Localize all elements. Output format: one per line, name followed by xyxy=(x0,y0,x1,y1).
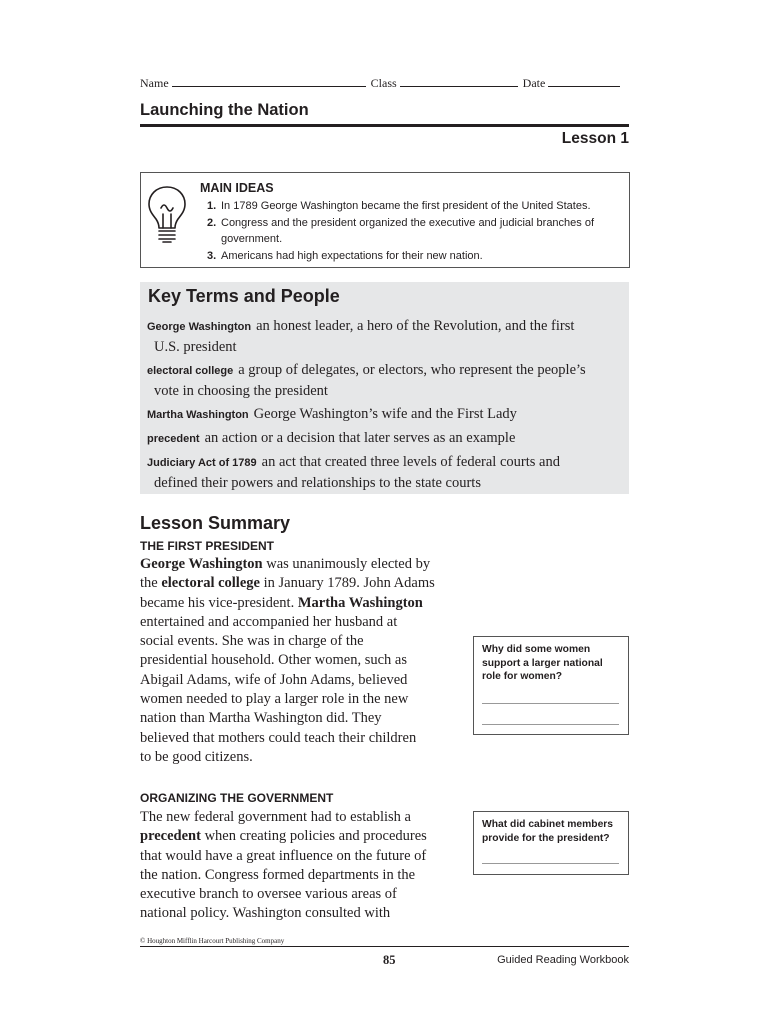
idea-number: 2. xyxy=(207,217,217,229)
paragraph-line xyxy=(140,594,460,613)
term-name: precedent xyxy=(147,433,200,445)
bold-term: Martha Washington xyxy=(297,594,423,611)
copyright: © Houghton Mifflin Harcourt Publishing Company xyxy=(140,937,285,945)
key-term-martha-washington xyxy=(147,404,617,425)
text-run: when creating policies and procedures xyxy=(200,828,427,845)
text-run: the xyxy=(140,575,162,592)
term-definition-continued: U.S. president xyxy=(154,339,237,355)
paragraph-line xyxy=(140,827,460,846)
paragraph-line xyxy=(140,847,460,866)
header-fields xyxy=(140,76,620,91)
idea-text: Americans had high expectations for their new nation. xyxy=(221,250,483,262)
date-label: Date xyxy=(522,76,546,90)
key-terms-title: Key Terms and People xyxy=(148,286,340,306)
question-line: support a larger national xyxy=(482,657,603,669)
chapter-title: Launching the Nation xyxy=(140,101,309,119)
section-heading-first-president: THE FIRST PRESIDENT xyxy=(140,539,275,553)
term-definition-continued: vote in choosing the president xyxy=(154,383,328,399)
paragraph-line xyxy=(140,651,460,670)
term-name: Martha Washington xyxy=(147,409,249,421)
paragraph-line xyxy=(140,729,460,748)
paragraph-line xyxy=(140,574,460,593)
text-run: nation than Martha Washington did. They xyxy=(140,710,382,727)
summary-paragraph-2 xyxy=(140,808,460,924)
question-box-women-role xyxy=(473,636,629,735)
lightbulb-icon xyxy=(146,184,188,246)
answer-line[interactable] xyxy=(482,724,619,725)
summary-paragraph-1 xyxy=(140,555,460,767)
key-term-judiciary-act xyxy=(147,452,617,493)
question-text xyxy=(482,818,622,845)
answer-line[interactable] xyxy=(482,703,619,704)
paragraph-line xyxy=(140,632,460,651)
text-run: the nation. Congress formed departments in the xyxy=(140,866,416,883)
idea-text: Congress and the president organized the executive and judicial branches of xyxy=(221,217,595,229)
question-line: Why did some women xyxy=(482,644,591,655)
term-definition: an act that created three levels of federal courts and xyxy=(261,454,560,470)
class-label: Class xyxy=(370,76,397,90)
paragraph-line xyxy=(140,866,460,885)
key-term-precedent xyxy=(147,428,617,449)
text-run: presidential household. Other women, such as xyxy=(140,652,407,669)
paragraph-line xyxy=(140,904,460,923)
paragraph-line xyxy=(140,885,460,904)
text-run: in January 1789. John Adams xyxy=(259,575,435,592)
text-run: became his vice-president. xyxy=(140,594,298,611)
bold-term: electoral college xyxy=(161,575,260,592)
date-field[interactable] xyxy=(548,76,620,87)
workbook-title: Guided Reading Workbook xyxy=(497,954,629,966)
text-run: Abigail Adams, wife of John Adams, believed xyxy=(140,671,408,688)
key-term-george-washington xyxy=(147,316,617,357)
text-run: women needed to play a larger role in the new xyxy=(140,691,409,708)
text-run: to be good citizens. xyxy=(140,748,253,765)
paragraph-line xyxy=(140,613,460,632)
term-definition: an action or a decision that later serves as an example xyxy=(204,430,516,446)
text-run: executive branch to oversee various areas of xyxy=(140,886,397,903)
paragraph-line xyxy=(140,671,460,690)
question-text xyxy=(482,643,622,684)
page-number: 85 xyxy=(383,953,396,967)
name-field[interactable] xyxy=(172,76,366,87)
answer-line[interactable] xyxy=(482,863,619,864)
footer-divider xyxy=(140,946,629,947)
term-definition: an honest leader, a hero of the Revolution, and the first xyxy=(256,318,575,334)
question-line: What did cabinet members xyxy=(482,819,614,830)
idea-number: 3. xyxy=(207,250,217,262)
idea-text: In 1789 George Washington became the first president of the United States. xyxy=(221,200,591,212)
text-run: national policy. Washington consulted with xyxy=(140,905,391,922)
class-field[interactable] xyxy=(400,76,518,87)
text-run: was unanimously elected by xyxy=(262,556,431,572)
chapter-divider xyxy=(140,124,629,127)
term-name: electoral college xyxy=(147,365,234,377)
text-run: social events. She was in charge of the xyxy=(140,633,364,650)
idea-number: 1. xyxy=(207,200,217,212)
paragraph-line xyxy=(140,709,460,728)
lesson-label: Lesson 1 xyxy=(561,130,629,147)
key-term-electoral-college xyxy=(147,360,617,401)
term-definition: George Washington’s wife and the First Lady xyxy=(253,406,517,422)
term-name: Judiciary Act of 1789 xyxy=(147,457,257,469)
term-name: George Washington xyxy=(147,321,252,333)
main-ideas-heading: MAIN IDEAS xyxy=(200,181,274,195)
idea-text-continued: government. xyxy=(221,233,283,245)
main-idea-3 xyxy=(207,248,625,264)
paragraph-line xyxy=(140,555,460,574)
name-label: Name xyxy=(140,76,169,90)
question-box-cabinet xyxy=(473,811,629,875)
paragraph-line xyxy=(140,808,460,827)
question-line: role for women? xyxy=(482,671,563,682)
text-run: believed that mothers could teach their children xyxy=(140,729,417,746)
text-run: that would have a great influence on the future of xyxy=(140,847,427,864)
bold-term: precedent xyxy=(140,828,201,845)
bold-term: George Washington xyxy=(140,556,263,572)
term-definition: a group of delegates, or electors, who represent the people’s xyxy=(238,362,586,378)
term-definition-continued: defined their powers and relationships to the state courts xyxy=(154,475,481,491)
text-run: The new federal government had to establish a xyxy=(140,809,411,825)
lesson-summary-title: Lesson Summary xyxy=(140,513,291,533)
paragraph-line xyxy=(140,690,460,709)
question-line: provide for the president? xyxy=(482,832,610,844)
text-run: entertained and accompanied her husband at xyxy=(140,613,398,630)
paragraph-line xyxy=(140,748,460,767)
section-heading-organizing: ORGANIZING THE GOVERNMENT xyxy=(140,791,334,805)
main-idea-1 xyxy=(207,198,625,214)
main-idea-2 xyxy=(207,215,625,247)
